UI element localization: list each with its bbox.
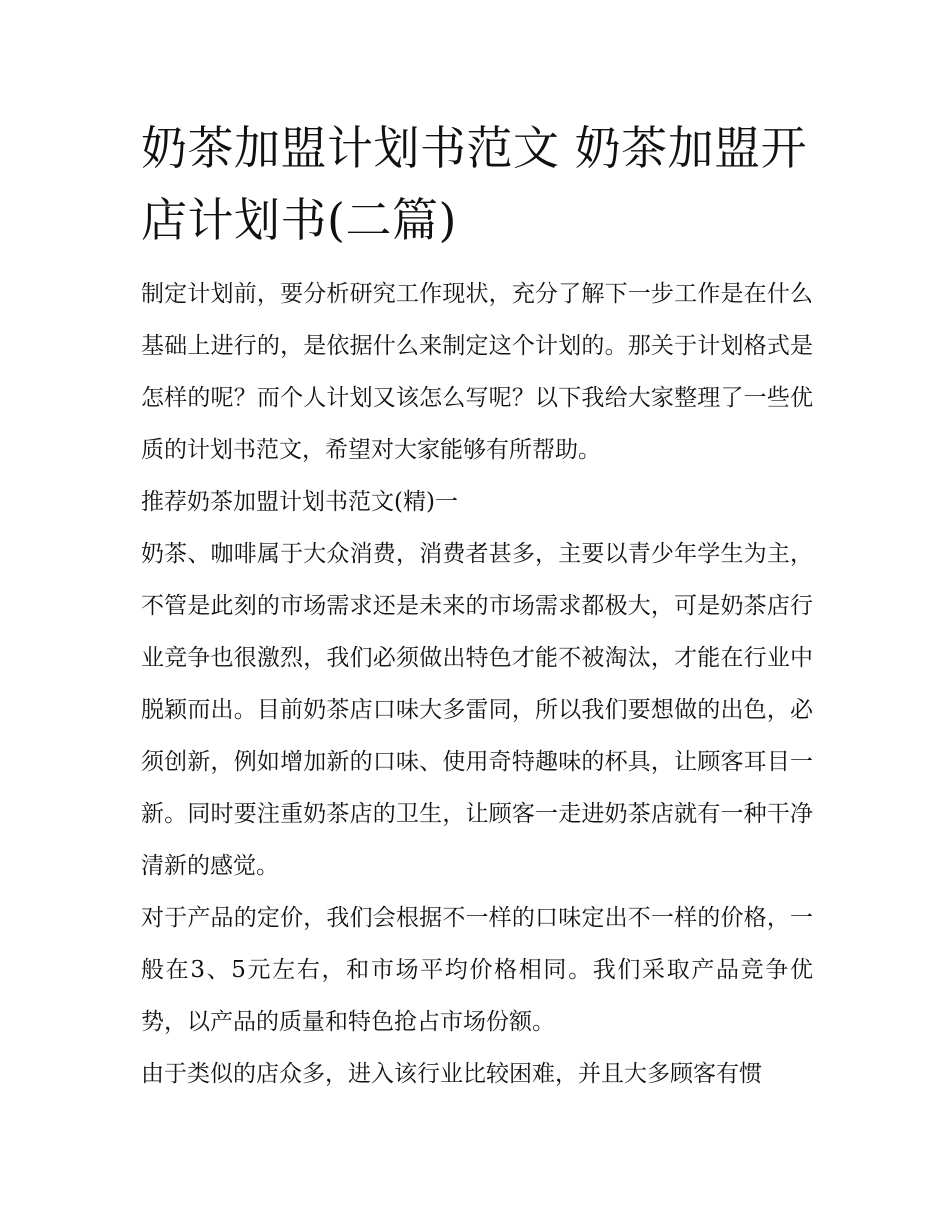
- intro-paragraph: 制定计划前，要分析研究工作现状，充分了解下一步工作是在什么基础上进行的，是依据什么来制定这个计划的。那关于计划格式是怎样的呢？而个人计划又该怎么写呢？以下我给大家整理了一些优质的计划书范文，希望对大家能够有所帮助。: [141, 281, 813, 463]
- section-heading: 推荐奶茶加盟计划书范文(精)一: [141, 489, 458, 515]
- document-page: [141, 112, 813, 1100]
- body-paragraph-1: 奶茶、咖啡属于大众消费，消费者甚多，主要以青少年学生为主，不管是此刻的市场需求还是未来的市场需求都极大，可是奶茶店行业竞争也很激烈，我们必须做出特色才能不被淘汰，才能在行业中脱颖而出。目前奶茶店口味大多雷同，所以我们要想做的出色，必须创新，例如增加新的口味、使用奇特趣味的杯具，让顾客耳目一新。同时要注重奶茶店的卫生，让顾客一走进奶茶店就有一种干净清新的感觉。: [141, 541, 813, 879]
- body-paragraph-2: 对于产品的定价，我们会根据不一样的口味定出不一样的价格，一般在3、5元左右，和市场平均价格相同。我们采取产品竞争优势，以产品的质量和特色抢占市场份额。: [141, 905, 813, 1035]
- document-title: 奶茶加盟计划书范文 奶茶加盟开店计划书(二篇): [141, 121, 808, 247]
- body-paragraph-3: 由于类似的店众多，进入该行业比较困难，并且大多顾客有惯: [141, 1061, 762, 1087]
- document-body: [141, 268, 813, 1100]
